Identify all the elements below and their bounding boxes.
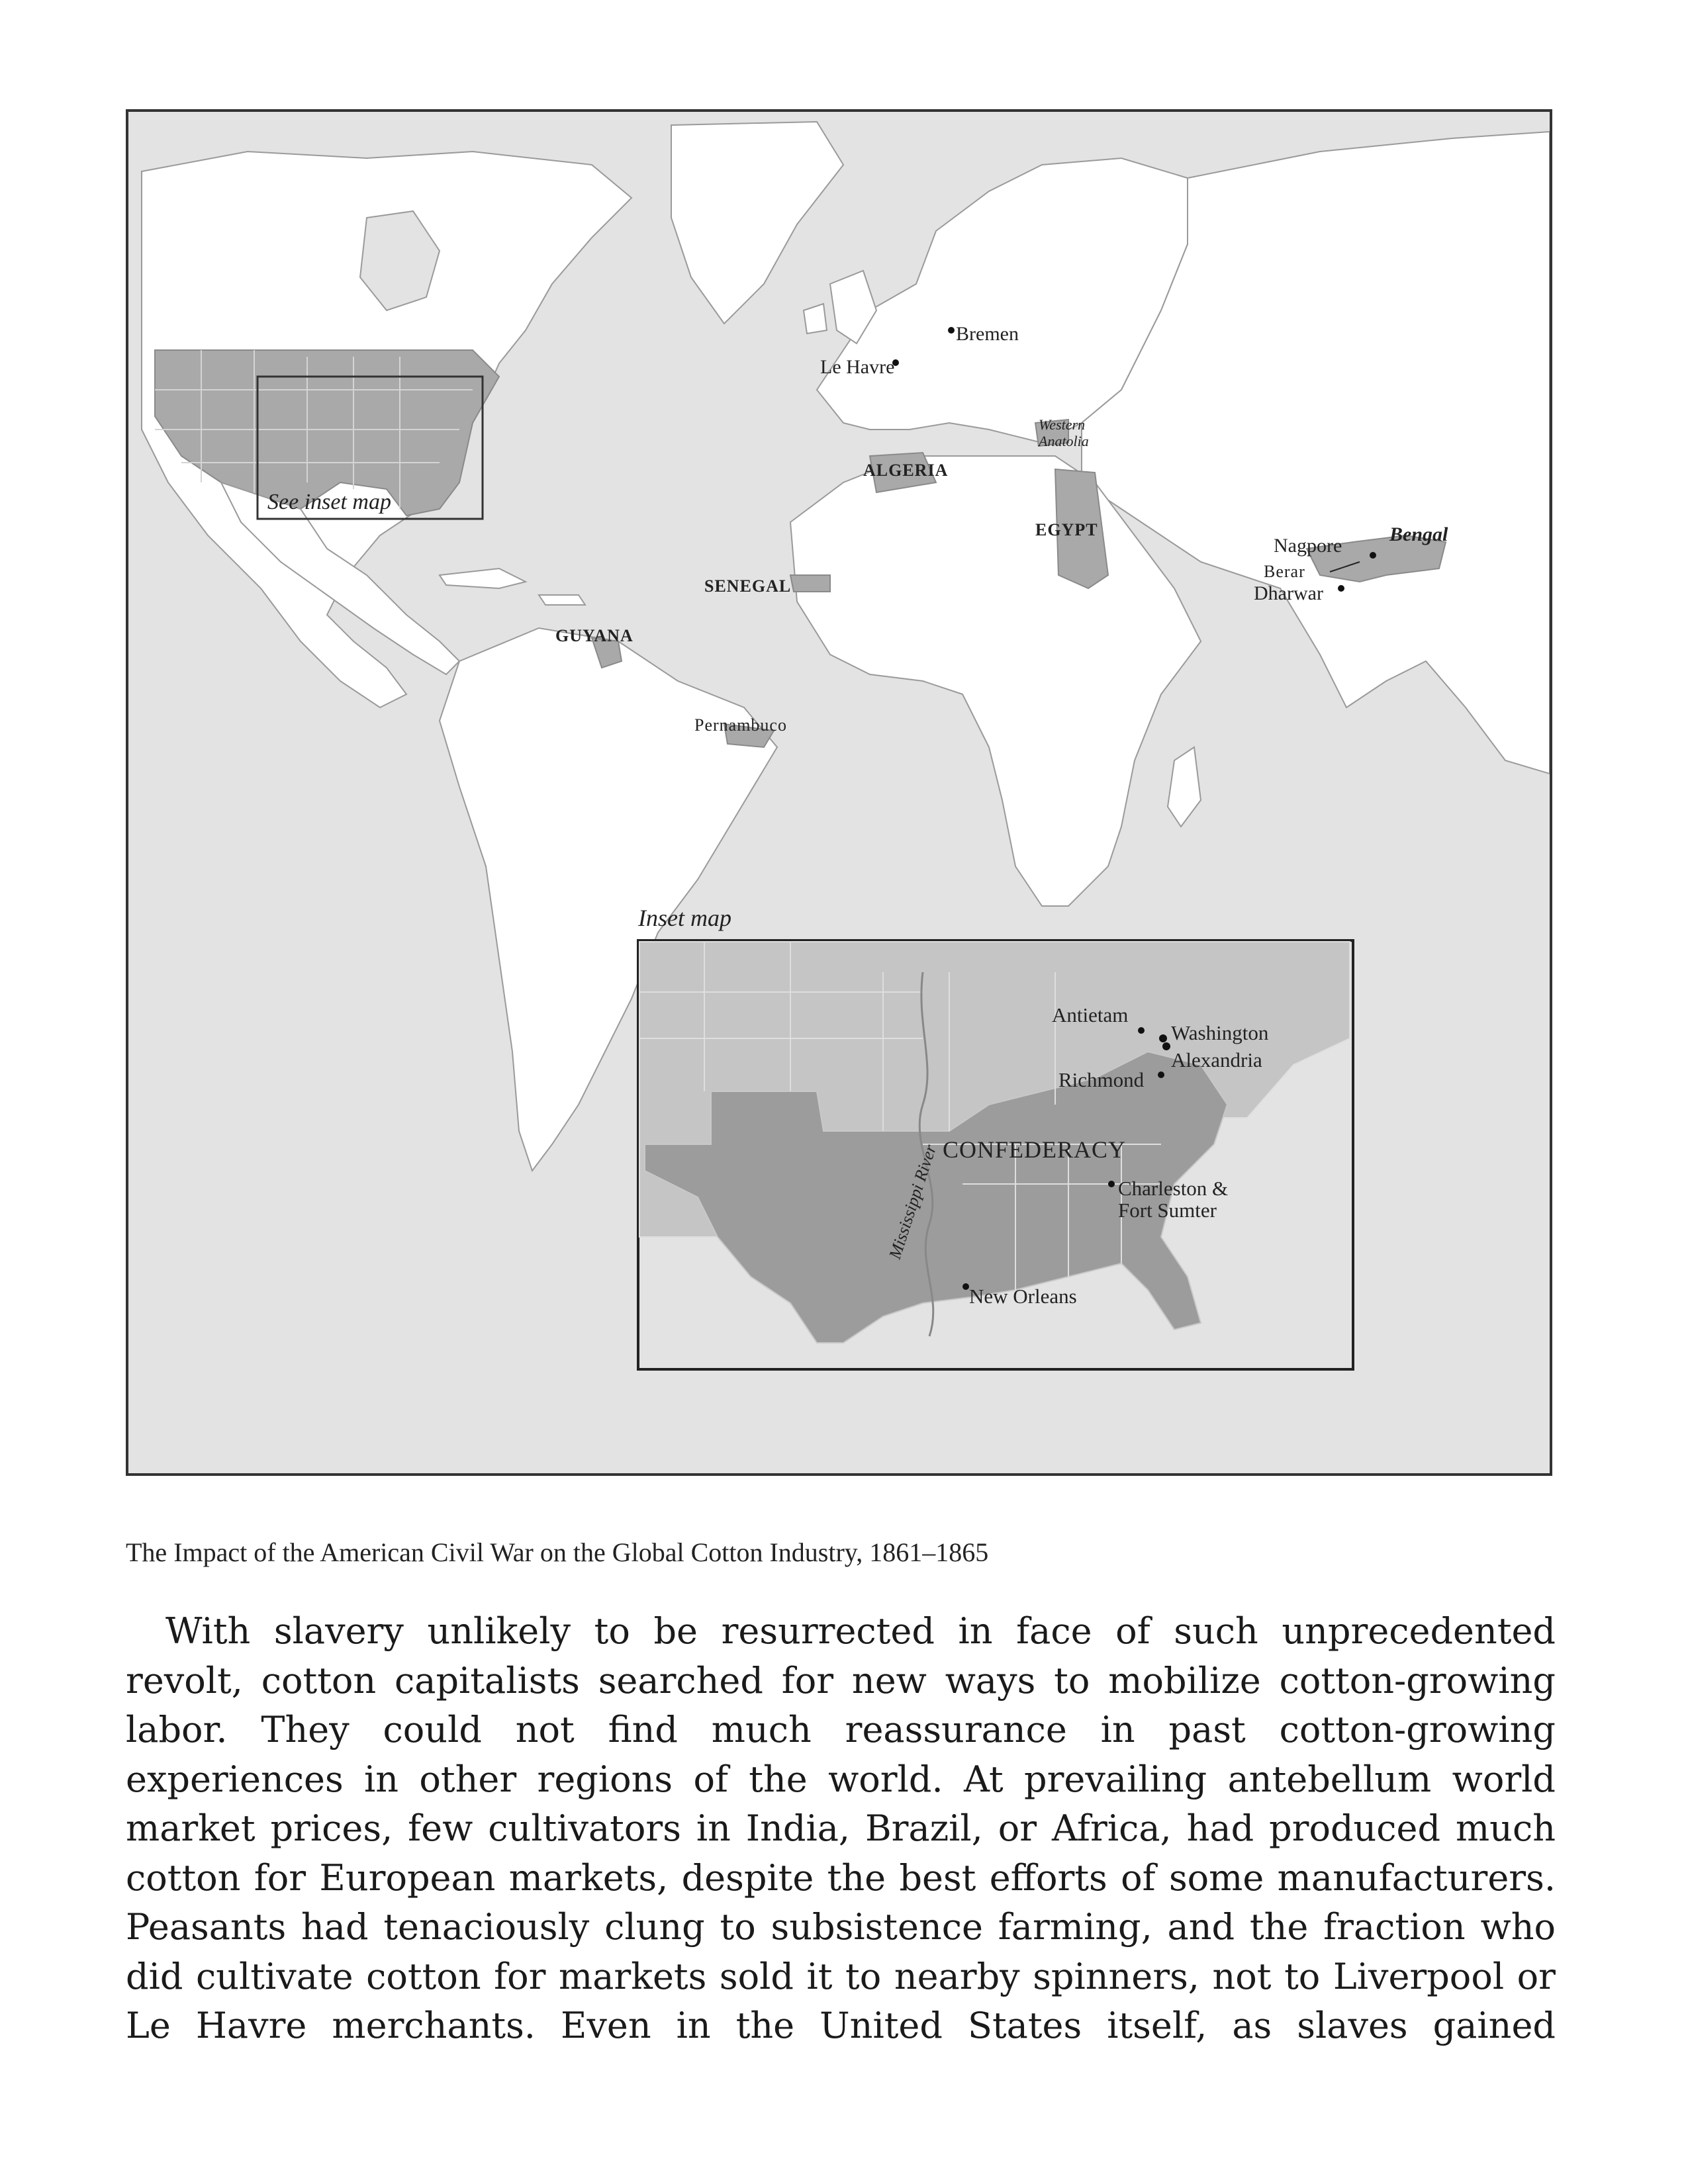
figure-caption: The Impact of the American Civil War on the Global Cotton Industry, 1861–1865 <box>126 1537 989 1567</box>
bremen-label: Bremen <box>956 323 1019 345</box>
charleston-dot <box>1108 1181 1115 1187</box>
africa-landmass <box>790 456 1201 906</box>
pernambuco-label: Pernambuco <box>694 715 787 735</box>
charleston-label-1: Charleston & <box>1118 1177 1229 1200</box>
western-anatolia-label-1: Western <box>1039 416 1086 433</box>
mississippi-river-label: Mississippi River <box>885 1142 941 1261</box>
world-map <box>128 112 1550 1473</box>
le-havre-label: Le Havre <box>820 356 895 378</box>
washington-label: Washington <box>1171 1021 1269 1044</box>
nagpore-dot <box>1370 552 1376 559</box>
confederacy-label: CONFEDERACY <box>943 1136 1127 1163</box>
algeria-label: ALGERIA <box>863 461 949 480</box>
egypt-label: EGYPT <box>1035 520 1098 539</box>
new-orleans-dot <box>962 1283 969 1290</box>
alexandria-dot <box>1162 1042 1170 1050</box>
western-anatolia-label-2: Anatolia <box>1039 433 1089 449</box>
madagascar <box>1168 747 1201 827</box>
washington-dot <box>1159 1034 1167 1042</box>
world-map-figure <box>126 109 1552 1476</box>
dharwar-label: Dharwar <box>1254 582 1323 604</box>
richmond-label: Richmond <box>1058 1068 1145 1091</box>
antietam-label: Antietam <box>1052 1003 1129 1026</box>
senegal-label: SENEGAL <box>704 576 792 596</box>
greenland <box>671 122 843 324</box>
dharwar-dot <box>1338 585 1344 592</box>
charleston-label-2: Fort Sumter <box>1118 1199 1217 1222</box>
richmond-dot <box>1158 1071 1164 1078</box>
inset-map <box>638 940 1353 1369</box>
new-orleans-label: New Orleans <box>969 1285 1077 1308</box>
inset-title: Inset map <box>638 905 731 931</box>
nagpore-label: Nagpore <box>1274 535 1342 557</box>
inset-locator-label: See inset map <box>267 490 391 514</box>
caribbean-islands <box>440 569 585 605</box>
bremen-dot <box>948 327 955 334</box>
berar-label: Berar <box>1264 562 1305 581</box>
alexandria-label: Alexandria <box>1171 1048 1262 1071</box>
senegal-region <box>790 575 830 592</box>
body-text <box>126 1607 1556 2051</box>
guyana-label: GUYANA <box>555 626 633 645</box>
bengal-label: Bengal <box>1389 523 1448 545</box>
antietam-dot <box>1138 1027 1145 1034</box>
body-paragraph: With slavery unlikely to be resurrected in face of such unprecedented revolt, cotton capitalists searched for new ways to mobilize cotton-growing labor. They could not find much reassurance in past cotton-growing experiences in other regions of the world. At prevailing antebellum world market prices, few cultivators in India, Brazil, or Africa, had produced much cotton for European markets, despite the best efforts of some manufacturers. Peasants had tenaciously clung to subsistence farming, and the fraction who did cultivate cotton for markets sold it to nearby spinners, not to Liverpool or Le Havre merchants. Even in the United States itself, as slaves gained <box>126 1610 1556 2046</box>
